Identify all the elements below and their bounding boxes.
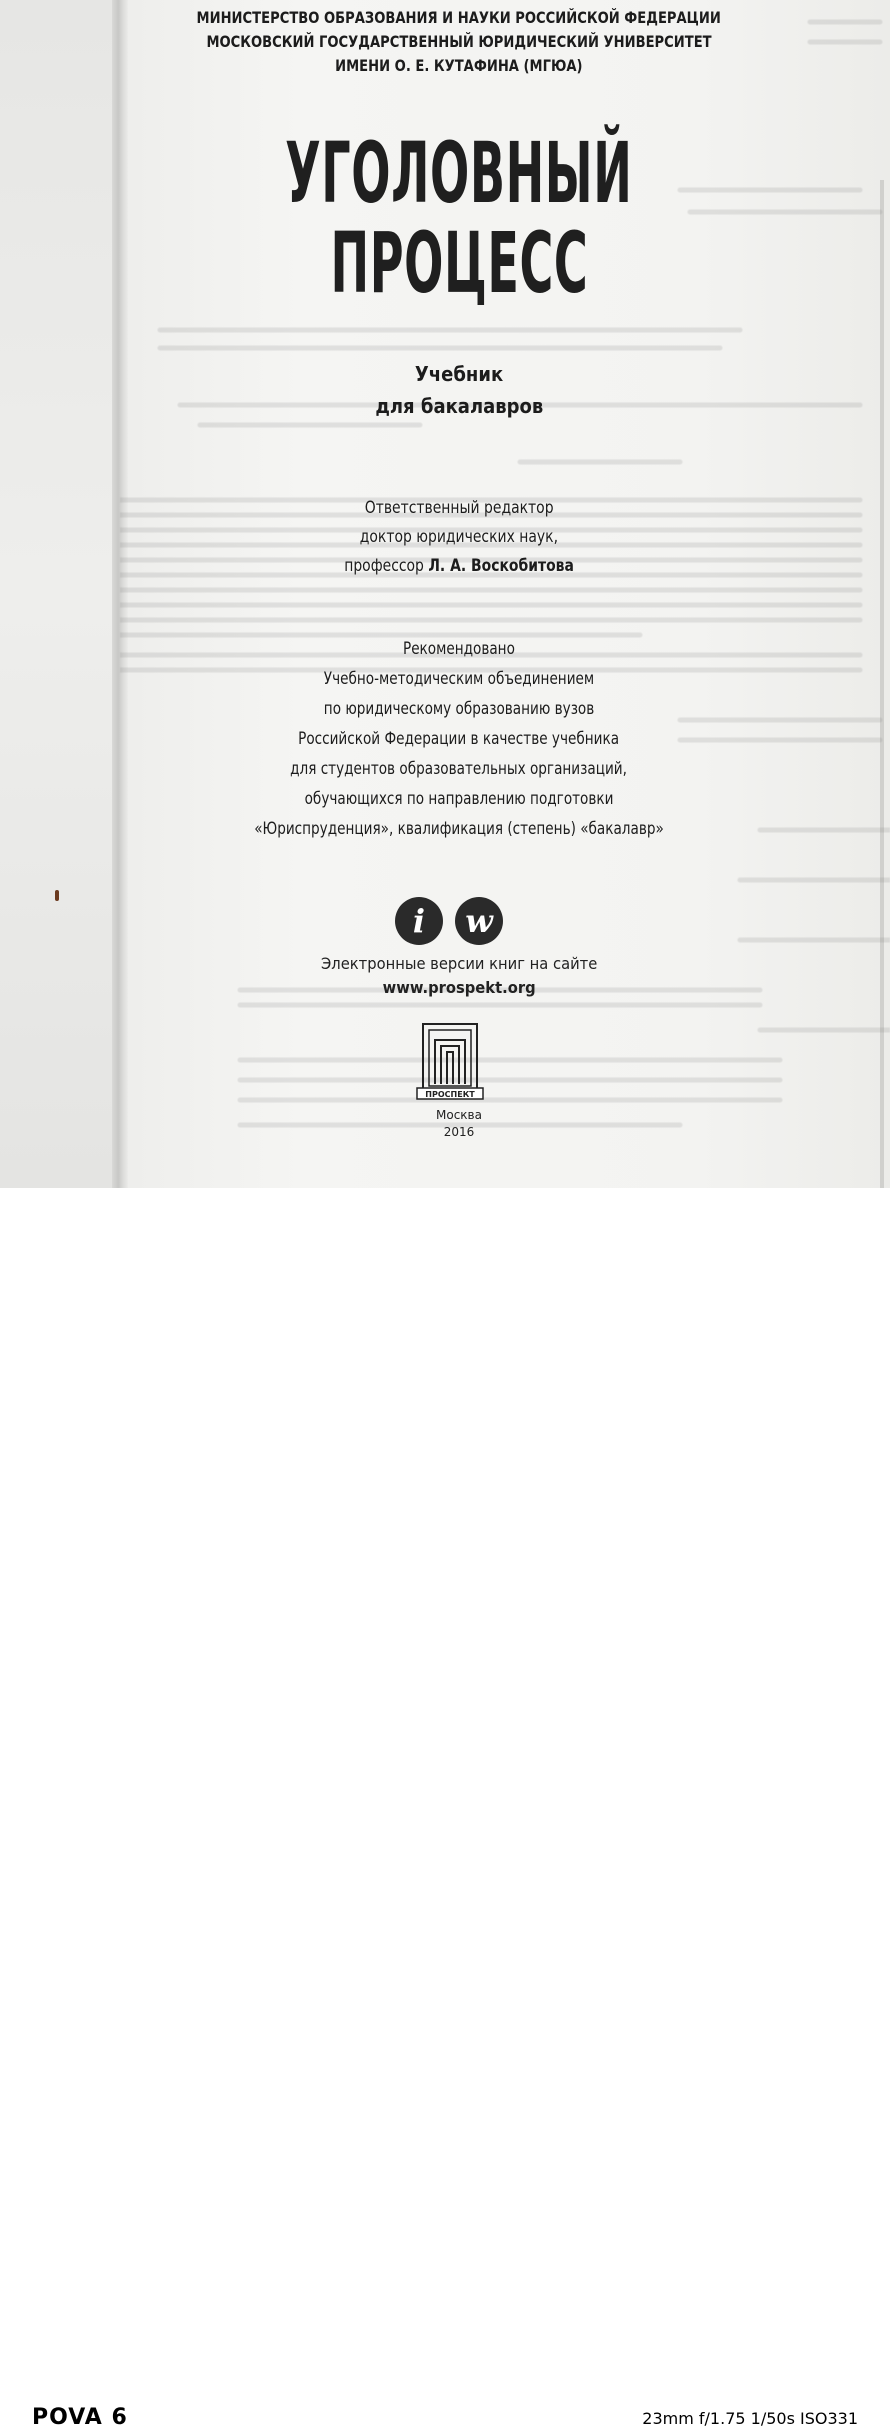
ministry-header xyxy=(128,6,790,78)
w-icon: w xyxy=(455,897,503,945)
title-line-2: ПРОЦЕСС xyxy=(330,214,588,312)
publisher-label: ПРОСПЕКТ xyxy=(425,1090,475,1099)
title-line-1: УГОЛОВНЫЙ xyxy=(285,124,633,222)
publisher-logo xyxy=(415,1022,485,1104)
subtitle-line-1: Учебник xyxy=(414,362,504,386)
editor-line-3-prefix: профессор xyxy=(344,556,429,576)
info-i-icon: i xyxy=(395,897,443,945)
ministry-line-3: ИМЕНИ О. Е. КУТАФИНА (МГЮА) xyxy=(335,56,583,75)
subtitle-line-2: для бакалавров xyxy=(375,394,543,418)
editor-name: Л. А. Воскобитова xyxy=(428,556,574,576)
ministry-line-1: МИНИСТЕРСТВО ОБРАЗОВАНИЯ И НАУКИ РОССИЙСКОЙ ФЕДЕРАЦИИ xyxy=(196,8,722,27)
imprint xyxy=(128,1107,790,1141)
paper-speck xyxy=(55,890,59,901)
recommendation-line-2: Учебно-методическим объединением xyxy=(323,669,595,689)
publisher-icons xyxy=(395,897,515,947)
book-title xyxy=(128,124,790,312)
recommendation-line-3: по юридическому образованию вузов xyxy=(323,699,595,719)
recommendation-line-4: Российской Федерации в качестве учебника xyxy=(298,729,620,749)
editor-line-1: Ответственный редактор xyxy=(364,498,554,518)
camera-watermark-bar xyxy=(0,1188,890,2430)
book-subtitle xyxy=(128,358,790,422)
ministry-line-2: МОСКОВСКИЙ ГОСУДАРСТВЕННЫЙ ЮРИДИЧЕСКИЙ УНИВЕРСИТЕТ xyxy=(206,32,712,51)
ebooks-url: www.prospekt.org xyxy=(382,978,536,997)
editor-line-2: доктор юридических наук, xyxy=(359,527,559,547)
city: Москва xyxy=(436,1108,482,1122)
device-name: POVA 6 xyxy=(32,2405,128,2430)
year: 2016 xyxy=(443,1125,475,1139)
recommendation-line-6: обучающихся по направлению подготовки xyxy=(304,789,614,809)
ebooks-notice xyxy=(128,952,790,1000)
ebooks-text: Электронные версии книг на сайте xyxy=(320,954,598,973)
recommendation-line-7: «Юриспруденция», квалификация (степень) «бакалавр» xyxy=(254,819,664,839)
left-page xyxy=(0,0,118,1188)
editor-block xyxy=(128,494,790,581)
recommendation-block xyxy=(128,634,790,844)
book-photo xyxy=(0,0,890,1188)
recommendation-line-1: Рекомендовано xyxy=(403,639,515,659)
recommendation-line-5: для студентов образовательных организаций, xyxy=(290,759,628,779)
exif-info: 23mm f/1.75 1/50s ISO331 xyxy=(642,2409,858,2428)
